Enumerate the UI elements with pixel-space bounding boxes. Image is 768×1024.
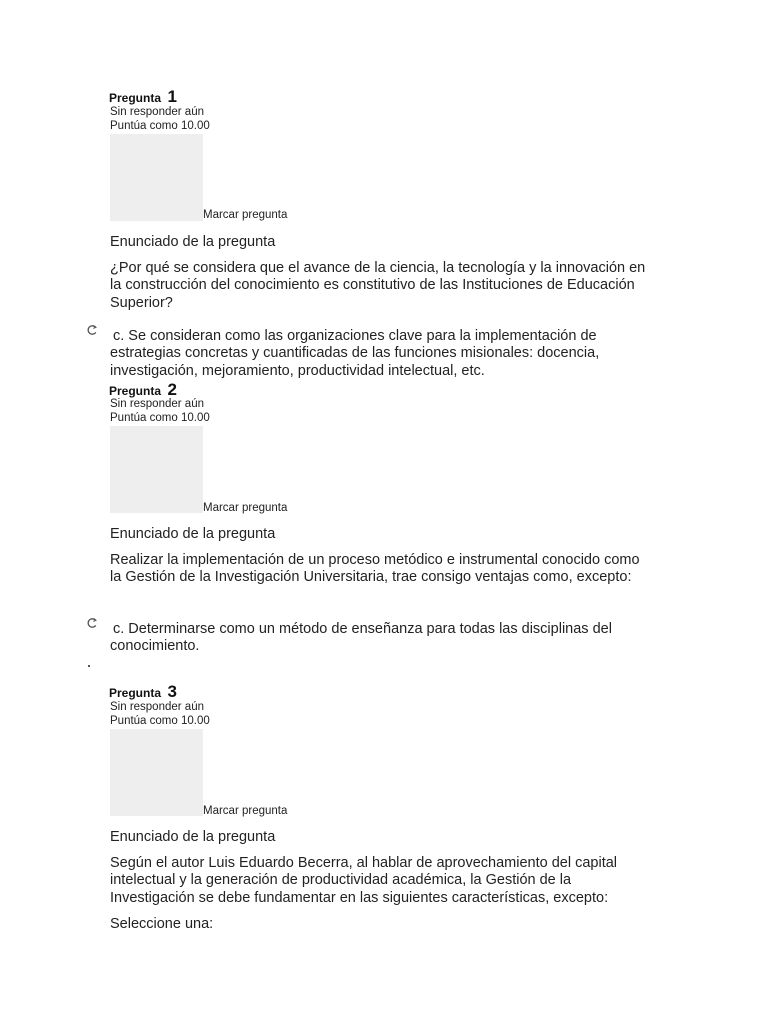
question-word: Pregunta — [109, 91, 162, 105]
question-label: Enunciado de la pregunta — [110, 526, 276, 542]
question-score: Puntúa como 10.00 — [110, 412, 210, 424]
answer-text: c. Determinarse como un método de enseñanza para todas las disciplinas del conocimiento. — [110, 621, 612, 655]
answer-text: c. Se consideran como las organizaciones clave para la implementación de estrategias concretas y cuantificadas de las funciones misionales: docencia, investigación, mejoramiento, productividad intelectual, etc. — [110, 328, 600, 379]
question-text: Según el autor Luis Eduardo Becerra, al hablar de aprovechamiento del capital intelectual y la generación de productividad académica, la Gestión de la Investigación se debe fundamentar en las siguientes características, excepto: — [110, 855, 618, 906]
question-number: 1 — [167, 87, 177, 106]
question-score: Puntúa como 10.00 — [110, 715, 210, 727]
question-text: Realizar la implementación de un proceso metódico e instrumental conocido como la Gestión de la Investigación Universitaria, trae consigo ventajas como, excepto: — [110, 552, 640, 586]
answer-option[interactable] — [110, 328, 650, 380]
question-score: Puntúa como 10.00 — [110, 120, 210, 132]
question-status: Sin responder aún — [110, 106, 204, 118]
question-status: Sin responder aún — [110, 398, 204, 410]
question-header — [109, 683, 177, 701]
question-label: Enunciado de la pregunta — [110, 234, 276, 250]
select-prompt: Seleccione una: — [110, 916, 214, 932]
question-info-box — [110, 134, 203, 221]
question-info-box — [110, 729, 203, 816]
flag-question-link[interactable]: Marcar pregunta — [203, 805, 288, 817]
question-info-box — [110, 426, 203, 513]
question-status: Sin responder aún — [110, 701, 204, 713]
question-header — [109, 381, 177, 399]
stray-dot — [88, 665, 90, 667]
radio-refresh-icon[interactable] — [86, 617, 98, 629]
flag-question-link[interactable]: Marcar pregunta — [203, 209, 288, 221]
question-text: ¿Por qué se considera que el avance de la ciencia, la tecnología y la innovación en la construcción del conocimiento es constitutivo de las Instituciones de Educación Superior? — [110, 260, 646, 311]
flag-question-link[interactable]: Marcar pregunta — [203, 502, 288, 514]
question-number: 3 — [167, 682, 177, 701]
question-header — [109, 88, 177, 106]
question-label: Enunciado de la pregunta — [110, 829, 276, 845]
question-word: Pregunta — [109, 686, 162, 700]
radio-refresh-icon[interactable] — [86, 324, 98, 336]
answer-option[interactable] — [110, 621, 650, 656]
question-number: 2 — [167, 380, 177, 399]
question-word: Pregunta — [109, 384, 162, 398]
